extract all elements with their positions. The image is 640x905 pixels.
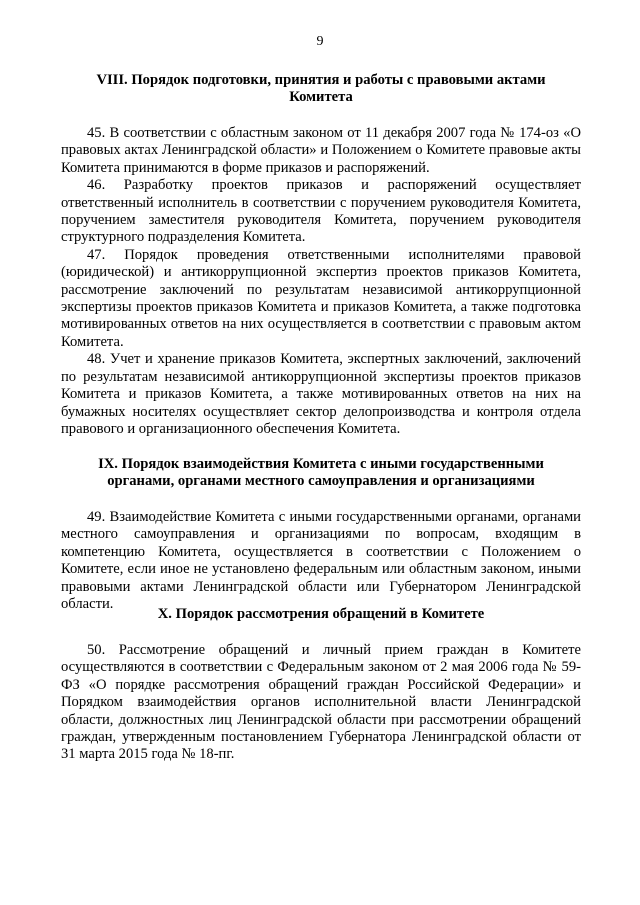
heading-line: Комитета bbox=[289, 89, 353, 106]
heading-line: VIII. Порядок подготовки, принятия и работы с правовыми актами bbox=[96, 72, 546, 88]
section-heading-x bbox=[61, 606, 581, 623]
paragraph-50: 50. Рассмотрение обращений и личный прием граждан в Комитете осуществляются в соответствии с Федеральным законом от 2 мая 2006 года № 59-ФЗ «О порядке рассмотрения обращений граждан Российской Федерации» и Порядком взаимодействия органов исполнительной власти Ленинградской области, должностных лиц Ленинградской области при рассмотрении обращений граждан, утвержденным постановлением Губернатора Ленинградской области от 31 марта 2015 года № 18-пг. bbox=[61, 642, 581, 763]
heading-line: IX. Порядок взаимодействия Комитета с иными государственными bbox=[98, 456, 544, 472]
section-body-ix bbox=[61, 509, 581, 613]
paragraph-45: 45. В соответствии с областным законом от 11 декабря 2007 года № 174-оз «О правовых актах Ленинградской области» и Положением о Комитете правовые акты Комитета принимаются в форме приказов и распоряжений. bbox=[61, 125, 581, 176]
paragraph-49: 49. Взаимодействие Комитета с иными государственными органами, органами местного самоуправления и организациями по вопросам, входящим в компетенцию Комитета, осуществляется в соответствии с Положением о Комитете, если иное не установлено федеральным или областным законом, иными правовыми актами Ленинградской области или Губернатором Ленинградской области. bbox=[61, 509, 581, 613]
heading-line: органами, органами местного самоуправления и организациями bbox=[107, 473, 535, 490]
section-heading-ix bbox=[61, 456, 581, 491]
page-number: 9 bbox=[316, 34, 324, 49]
paragraph-46: 46. Разработку проектов приказов и распоряжений осуществляет ответственный исполнитель в соответствии с поручением руководителя Комитета, поручением заместителя руководителя Комитета, поручением руководителя структурного подразделения Комитета. bbox=[61, 177, 581, 246]
heading-line: X. Порядок рассмотрения обращений в Комитете bbox=[157, 606, 485, 622]
section-body-viii bbox=[61, 125, 581, 438]
paragraph-48: 48. Учет и хранение приказов Комитета, экспертных заключений, заключений по результатам независимой антикоррупционной экспертизы проектов приказов Комитета и приказов Комитета, а также мотивированных ответов на них на бумажных носителях осуществляет сектор делопроизводства и контроля отдела правового и организационного обеспечения Комитета. bbox=[61, 351, 581, 437]
section-heading-viii bbox=[61, 72, 581, 107]
paragraph-47: 47. Порядок проведения ответственными исполнителями правовой (юридической) и антикоррупционной экспертиз проектов приказов Комитета, рассмотрение заключений по результатам независимой антикоррупционной экспертизы проектов приказов Комитета и приказов Комитета, а также подготовка мотивированных ответов на них осуществляется в соответствии с правовым актом Комитета. bbox=[61, 246, 581, 350]
section-body-x bbox=[61, 642, 581, 764]
